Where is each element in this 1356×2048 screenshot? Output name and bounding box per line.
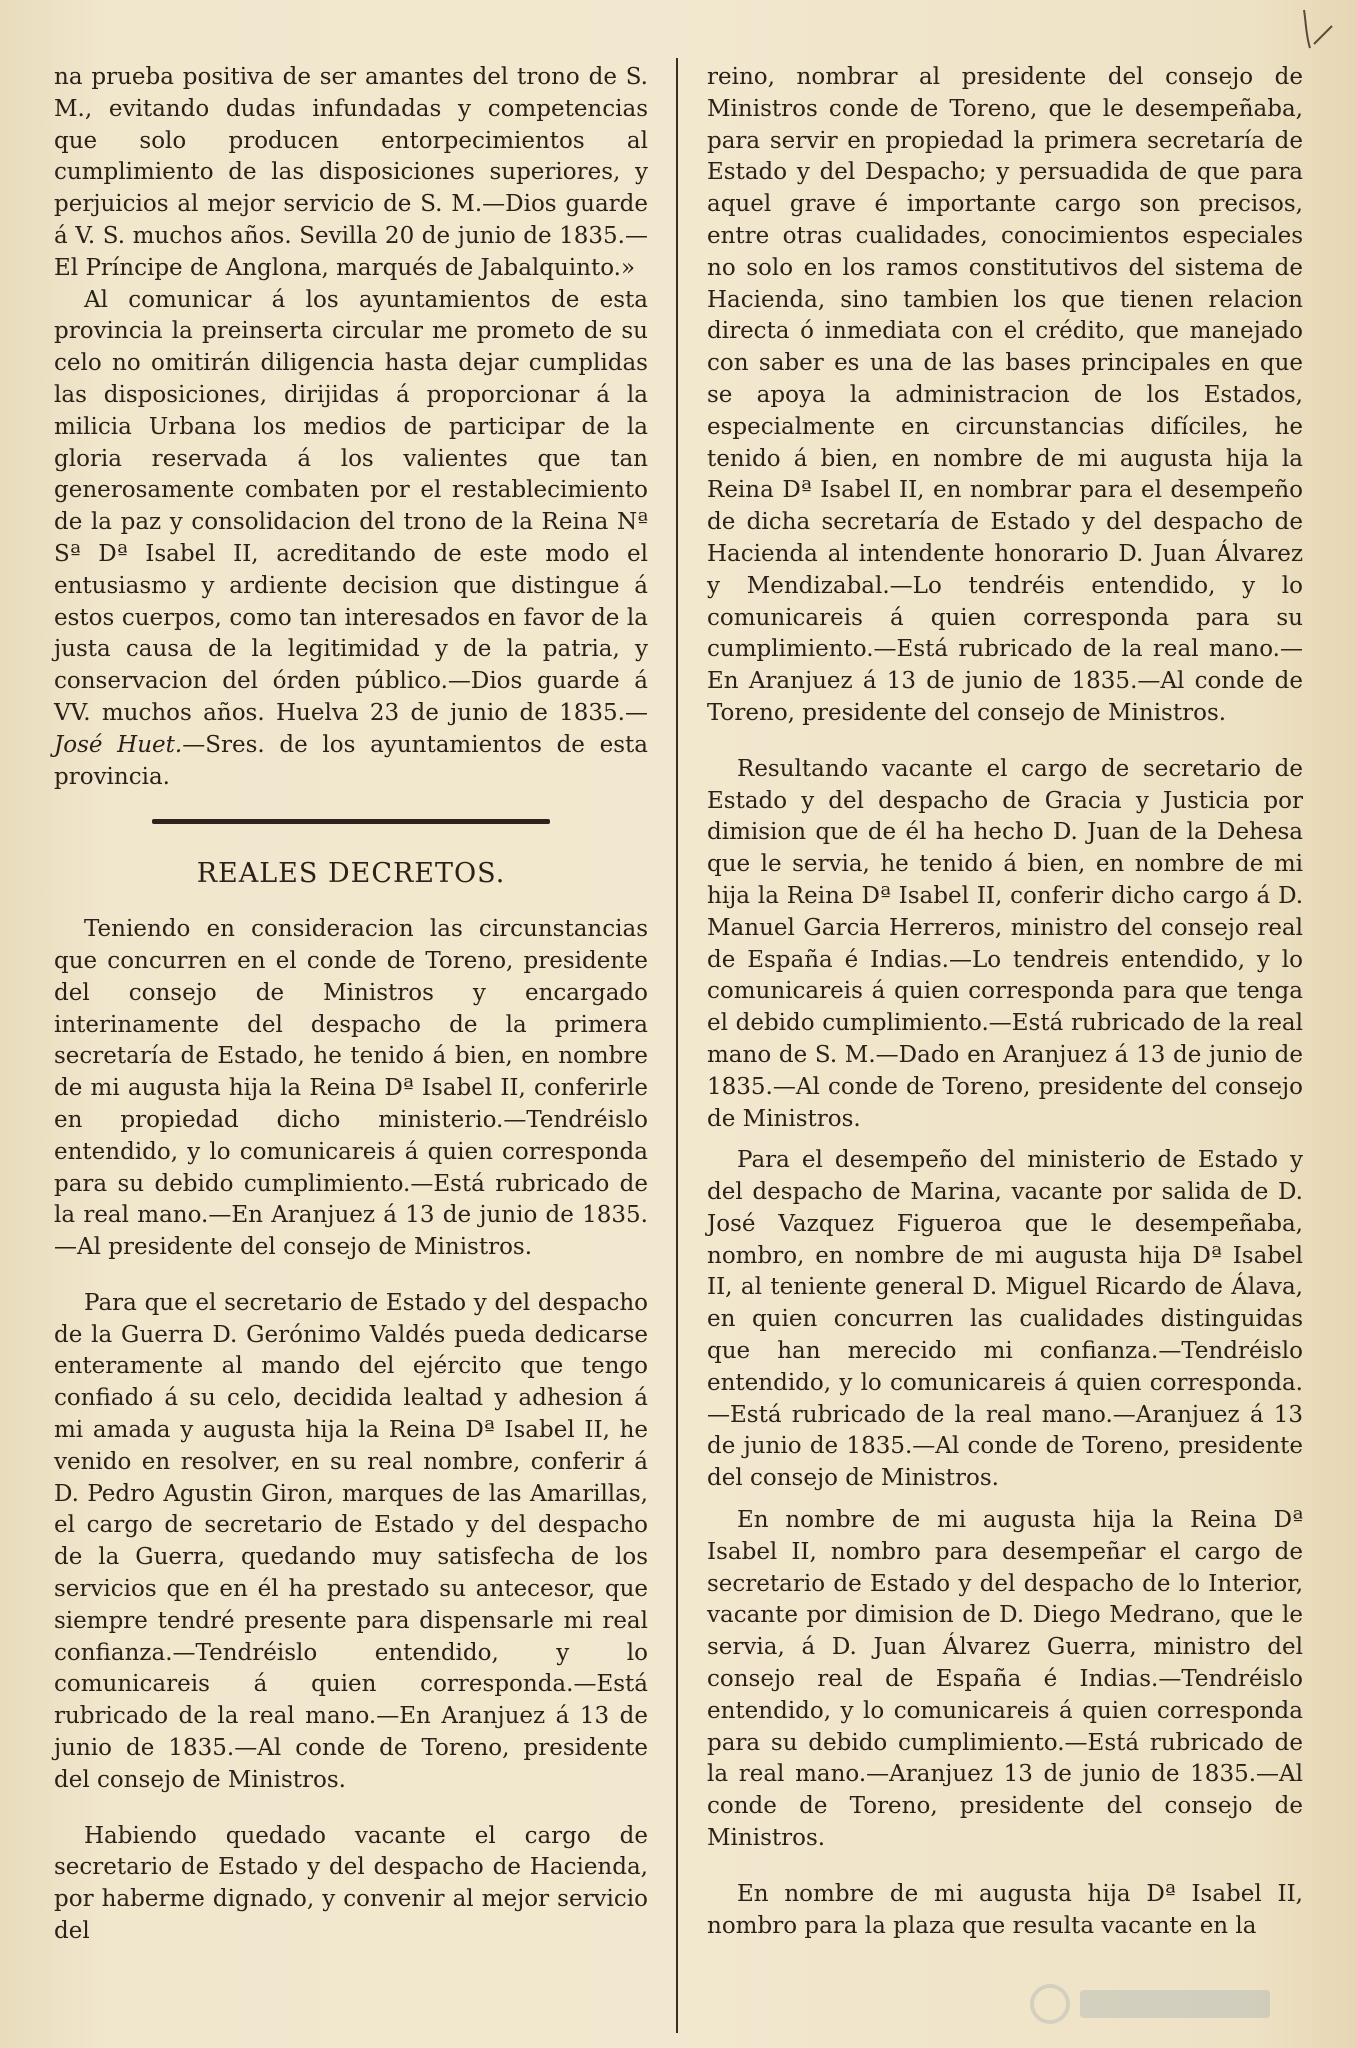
decree-guerra: Para que el secretario de Estado y del despacho de la Guerra D. Gerónimo Valdés pueda dedicarse enteramente al mando del ejército que tengo confiado á su celo, decidida lealtad y adhesion á mi amada y augusta hija la Reina Dª Isabel II, he venido en resolver, en su real nombre, conferir á D. Pedro Agustin Giron, marques de las Amarillas, el cargo de secretario de Estado y del despacho de la Guerra, quedando muy satisfecha de los servicios que en él ha prestado su antecesor, que siempre tendré presente para dispensarle mi real confianza.—Tendréislo entendido, y lo comunicareis á quien corresponda.—Está rubricado de la real mano.—En Aranjuez á 13 de junio de 1835.—Al conde de Toreno, presidente del consejo de Ministros. xyxy=(54,1289,648,1793)
column-divider xyxy=(676,58,678,2033)
section-heading: REALES DECRETOS. xyxy=(196,858,506,890)
library-watermark-icon xyxy=(1026,1980,1286,2028)
decree-marina: Para el desempeño del ministerio de Estado y del despacho de Marina, vacante por salida de D. José Vazquez Figueroa que le desempeñaba, nombro, en nombre de mi augusta hija Dª Isabel II, al teniente general D. Miguel Ricardo de Álava, en quien concurren las cualidades distinguidas que han merecido mi confianza.—Tendréislo entendido, y lo comunicareis á quien corresponda.—Está rubricado de la real mano.—Aranjuez á 13 de junio de 1835.—Al conde de Toreno, presidente del consejo de Ministros. xyxy=(707,1147,1303,1492)
paragraph-gap xyxy=(707,1495,1303,1505)
decree-interior: En nombre de mi augusta hija la Reina Dª Isabel II, nombro para desempeñar el cargo de secretario de Estado y del despacho de lo Interior, vacante por dimision de D. Diego Medrano, que le servia, á D. Juan Álvarez Guerra, ministro del consejo real de España é Indias.—Tendréislo entendido, y lo comunicareis á quien corresponda para su debido cumplimiento.—Está rubricado de la real mano.—Aranjuez 13 de junio de 1835.—Al conde de Toreno, presidente del consejo de Ministros. xyxy=(707,1507,1303,1852)
signature-recipients: —Sres. de los ayuntamientos de esta provincia. xyxy=(54,731,648,790)
paragraph-gap xyxy=(707,1855,1303,1879)
circular-closing-paragraph: na prueba positiva de ser amantes del trono de S. M., evitando dudas infundadas y competencias que solo producen entorpecimientos al cumplimiento de las disposiciones superiores, y perjuicios al mejor servicio de S. M.—Dios guarde á V. S. muchos años. Sevilla 20 de junio de 1835.—El Príncipe de Anglona, marqués de Jabalquinto.» xyxy=(54,64,648,281)
signature-name: José Huet. xyxy=(54,731,183,758)
paragraph-gap xyxy=(54,1797,648,1821)
decree-hacienda-continued: reino, nombrar al presidente del consejo de Ministros conde de Toreno, que le desempeñaba, para servir en propiedad la primera secretaría de Estado y del Despacho; y persuadida de que para aquel grave é importante cargo son precisos, entre otras cualidades, conocimientos especiales no solo en los ramos constitutivos del sistema de Hacienda, sino tambien los que tienen relacion directa ó inmediata con el crédito, que manejado con saber es una de las bases principales en que se apoya la administracion de los Estados, especialmente en circunstancias difíciles, he tenido á bien, en nombre de mi augusta hija la Reina Dª Isabel II, en nombrar para el desempeño de dicha secretaría de Estado y del despacho de Hacienda al intendente honorario D. Juan Álvarez y Mendizabal.—Lo tendréis entendido, y lo comunicareis á quien corresponda para su cumplimiento.—Está rubricado de la real mano.—En Aranjuez á 13 de junio de 1835.—Al conde de Toreno, presidente del consejo de Ministros. xyxy=(707,64,1303,726)
decree-hacienda-start: Habiendo quedado vacante el cargo de secretario de Estado y del despacho de Hacienda, por haberme dignado, y convenir al mejor servicio del xyxy=(54,1822,648,1945)
decree-gracia-justicia: Resultando vacante el cargo de secretario de Estado y del despacho de Gracia y Justicia por dimision que de él ha hecho D. Juan de la Dehesa que le servia, he tenido á bien, en nombre de mi hija la Reina Dª Isabel II, conferir dicho cargo á D. Manuel Garcia Herreros, ministro del consejo real de España é Indias.—Lo tendreis entendido, y lo comunicareis á quien corresponda para que tenga el debido cumplimiento.—Está rubricado de la real mano de S. M.—Dado en Aranjuez á 13 de junio de 1835.—Al conde de Toreno, presidente del consejo de Ministros. xyxy=(707,755,1303,1132)
circular-announcement-paragraph xyxy=(54,285,648,794)
corner-fold-icon xyxy=(1296,8,1336,52)
decree-final-start: En nombre de mi augusta hija Dª Isabel II, nombro para la plaza que resulta vacante en la xyxy=(707,1880,1303,1939)
paragraph-gap xyxy=(707,730,1303,754)
paragraph-gap xyxy=(54,1264,648,1288)
decree-toreno: Teniendo en consideracion las circunstancias que concurren en el conde de Toreno, presidente del consejo de Ministros y encargado interinamente del despacho de la primera secretaría de Estado, he tenido á bien, en nombre de mi augusta hija la Reina Dª Isabel II, conferirle en propiedad dicho ministerio.—Tendréislo entendido, y lo comunicareis á quien corresponda para su debido cumplimiento.—Está rubricado de la real mano.—En Aranjuez á 13 de junio de 1835.—Al presidente del consejo de Ministros. xyxy=(54,916,648,1261)
section-separator xyxy=(152,819,550,824)
paragraph-gap xyxy=(707,1135,1303,1145)
left-column xyxy=(54,62,648,1948)
announcement-text: Al comunicar á los ayuntamientos de esta provincia la preinserta circular me prometo de su celo no omitirán diligencia hasta dejar cumplidas las disposiciones, dirijidas á proporcionar á la milicia Urbana los medios de participar de la gloria reservada á los valientes que tan generosamente combaten por el restablecimiento de la paz y consolidacion del trono de la Reina Nª Sª Dª Isabel II, acreditando de este modo el entusiasmo y ardiente decision que distingue á estos cuerpos, como tan interesados en favor de la justa causa de la legitimidad y de la patria, y conservacion del órden público.—Dios guarde á VV. muchos años. Huelva 23 de junio de 1835.— xyxy=(54,286,648,726)
right-column xyxy=(707,62,1303,1942)
